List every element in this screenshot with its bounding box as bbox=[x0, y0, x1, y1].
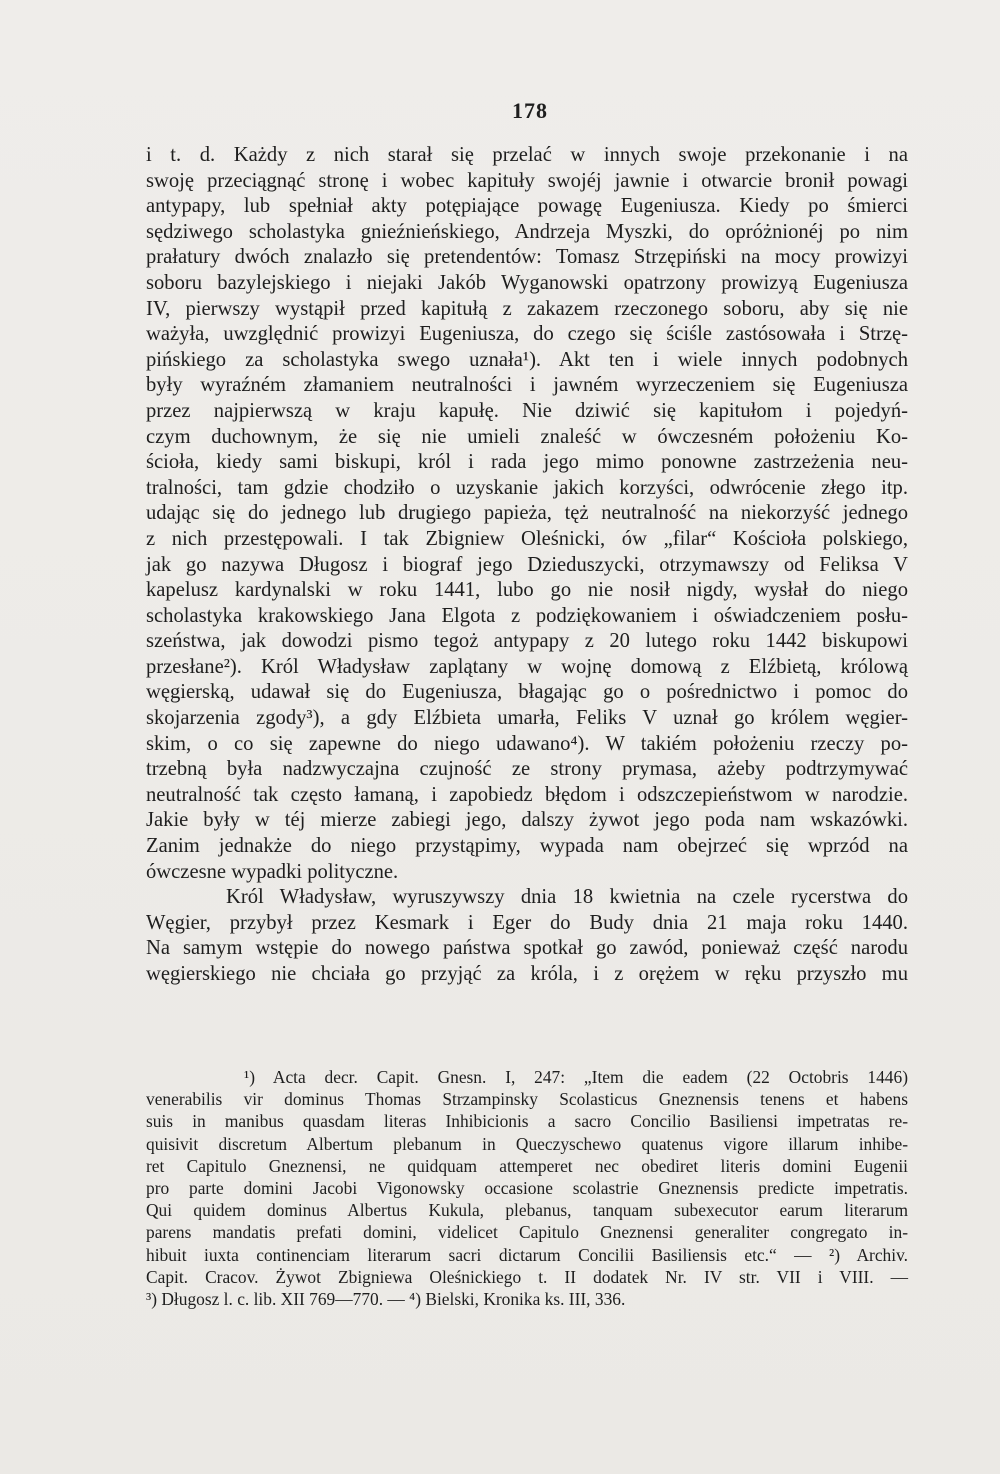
footnote-line: Qui quidem dominus Albertus Kukula, plebanus, tanquam subexecutor earum literarum bbox=[146, 1200, 908, 1221]
text-line: pińskiego za scholastyka swego uznała¹). Akt ten i wiele innych podobnych bbox=[146, 348, 908, 371]
text-line: były wyraźném złamaniem neutralności i jawném wyrzeczeniem się Eugeniusza bbox=[146, 374, 908, 397]
text-line: jak go nazywa Długosz i biograf jego Dzieduszycki, otrzymawszy od Feliksa V bbox=[146, 553, 908, 576]
text-line: Na samym wstępie do nowego państwa spotkał go zawód, ponieważ część narodu bbox=[146, 937, 908, 960]
text-line: Węgier, przybył przez Kesmark i Eger do Budy dnia 21 maja roku 1440. bbox=[146, 911, 908, 934]
text-line: węgierską, udawał się do Eugeniusza, błagając go o pośrednictwo i pomoc do bbox=[146, 681, 908, 704]
footnote-line: venerabilis vir dominus Thomas Strzampinsky Scolasticus Gneznensis tenens et habens bbox=[146, 1089, 908, 1110]
text-line: scholastyka krakowskiego Jana Elgota z podziękowaniem i oświadczeniem posłu- bbox=[146, 604, 908, 627]
footnotes bbox=[146, 1066, 908, 1310]
text-line: udając się do jednego lub drugiego papieża, tęż neutralność na niekorzyść jednego bbox=[146, 502, 908, 525]
text-line: soboru bazylejskiego i niejaki Jakób Wyganowski opatrzony prowizyą Eugeniusza bbox=[146, 271, 908, 294]
text-line: Jakie były w téj mierze zabiegi jego, dalszy żywot jego poda nam wskazówki. bbox=[146, 809, 908, 832]
text-line: ścioła, kiedy sami biskupi, król i rada jego mimo ponowne zastrzeżenia neu- bbox=[146, 451, 908, 474]
text-line: antypapy, lub spełniał akty potępiające powagę Eugeniusza. Kiedy po śmierci bbox=[146, 195, 908, 218]
text-line: tralności, tam gdzie chodziło o uzyskanie jakich korzyści, odwrócenie złego itp. bbox=[146, 476, 908, 499]
footnote-line: Capit. Cracov. Żywot Zbigniewa Oleśnickiego t. II dodatek Nr. IV str. VII i VIII. — bbox=[146, 1266, 908, 1287]
text-line: z nich przestępowali. I tak Zbigniew Oleśnicki, ów „filar“ Kościoła polskiego, bbox=[146, 527, 908, 550]
main-text bbox=[146, 143, 908, 988]
page-number: 178 bbox=[512, 98, 548, 123]
footnote-line: quisivit discretum Albertum plebanum in Queczyschewo quatenus vigore illarum inhibe- bbox=[146, 1133, 908, 1154]
text-line: kapelusz kardynalski w roku 1441, lubo go nie nosił nigdy, wysłał do niego bbox=[146, 579, 908, 602]
text-line: neutralność tak często łamaną, i zapobiedz błędom i odszczepieństwom w narodzie. bbox=[146, 783, 908, 806]
text-line: swoję przeciągnąć stronę i wobec kapituły swojéj jawnie i otwarcie bronił powagi bbox=[146, 169, 908, 192]
text-line: ówczesne wypadki polityczne. bbox=[146, 860, 399, 883]
footnote-line: suis in manibus quasdam literas Inhibicionis a sacro Concilio Basiliensi impetratas re- bbox=[146, 1111, 908, 1132]
text-line: przesłane²). Król Władysław zaplątany w wojnę domową z Elźbietą, królową bbox=[146, 655, 908, 678]
text-line: ważyła, uwzględnić prowizyi Eugeniusza, do czego się ściśle zastósowała i Strzę- bbox=[146, 323, 908, 346]
text-line: i t. d. Każdy z nich starał się przelać w innych swoje przekonanie i na bbox=[146, 144, 908, 166]
text-line: sędziwego scholastyka gnieźnieńskiego, Andrzeja Myszki, do opróżnionéj po nim bbox=[146, 220, 908, 243]
text-line: przez najpierwszą w kraju kapułę. Nie dziwić się kapitułom i pojedyń- bbox=[146, 399, 908, 422]
text-line: Zanim jednakże do niego przystąpimy, wypada nam obejrzeć się wprzód na bbox=[146, 835, 908, 858]
footnote-line: parens mandatis prefati domini, videlicet Capitulo Gneznensi generaliter congregato in- bbox=[146, 1222, 908, 1243]
text-line: skim, o co się zapewne do niego udawano⁴). W takiém położeniu rzeczy po- bbox=[146, 732, 908, 755]
text-line: węgierskiego nie chciała go przyjąć za króla, i z orężem w ręku przyszło mu bbox=[146, 963, 908, 985]
text-line: IV, pierwszy wystąpił przed kapitułą z zakazem rzeczonego soboru, aby się nie bbox=[146, 297, 908, 320]
footnote-line: hibuit iuxta continenciam literarum sacri dictarum Concilii Basiliensis etc.“ — ²) Archiv. bbox=[146, 1244, 908, 1265]
text-line: trzebną była nadzwyczajna czujność ze strony prymasa, ażeby podtrzymywać bbox=[146, 758, 908, 781]
text-line: czym duchownym, że się nie umieli znaleść w ówczesném położeniu Ko- bbox=[146, 425, 908, 448]
footnote-line: ³) Długosz l. c. lib. XII 769—770. — ⁴) Bielski, Kronika ks. III, 336. bbox=[146, 1288, 626, 1309]
text-line: Król Władysław, wyruszywszy dnia 18 kwietnia na czele rycerstwa do bbox=[226, 886, 908, 909]
footnote-line: ret Capitulo Gneznensi, ne quidquam attemperet nec obediret literis domini Eugenii bbox=[146, 1155, 908, 1176]
text-line: prałatury dwóch znalazło się pretendentów: Tomasz Strzępiński na mocy prowizyi bbox=[146, 246, 908, 269]
footnote-line: pro parte domini Jacobi Vigonowsky occasione scolastrie Gneznensis predicte impetratis. bbox=[146, 1177, 908, 1198]
text-line: szeństwa, jak dowodzi pismo tegoż antypapy z 20 lutego roku 1442 biskupowi bbox=[146, 630, 908, 653]
footnote-line: ¹) Acta decr. Capit. Gnesn. I, 247: „Item die eadem (22 Octobris 1446) bbox=[244, 1067, 908, 1087]
text-line: skojarzenia zgody³), a gdy Elźbieta umarła, Feliks V uznał go królem węgier- bbox=[146, 707, 908, 730]
